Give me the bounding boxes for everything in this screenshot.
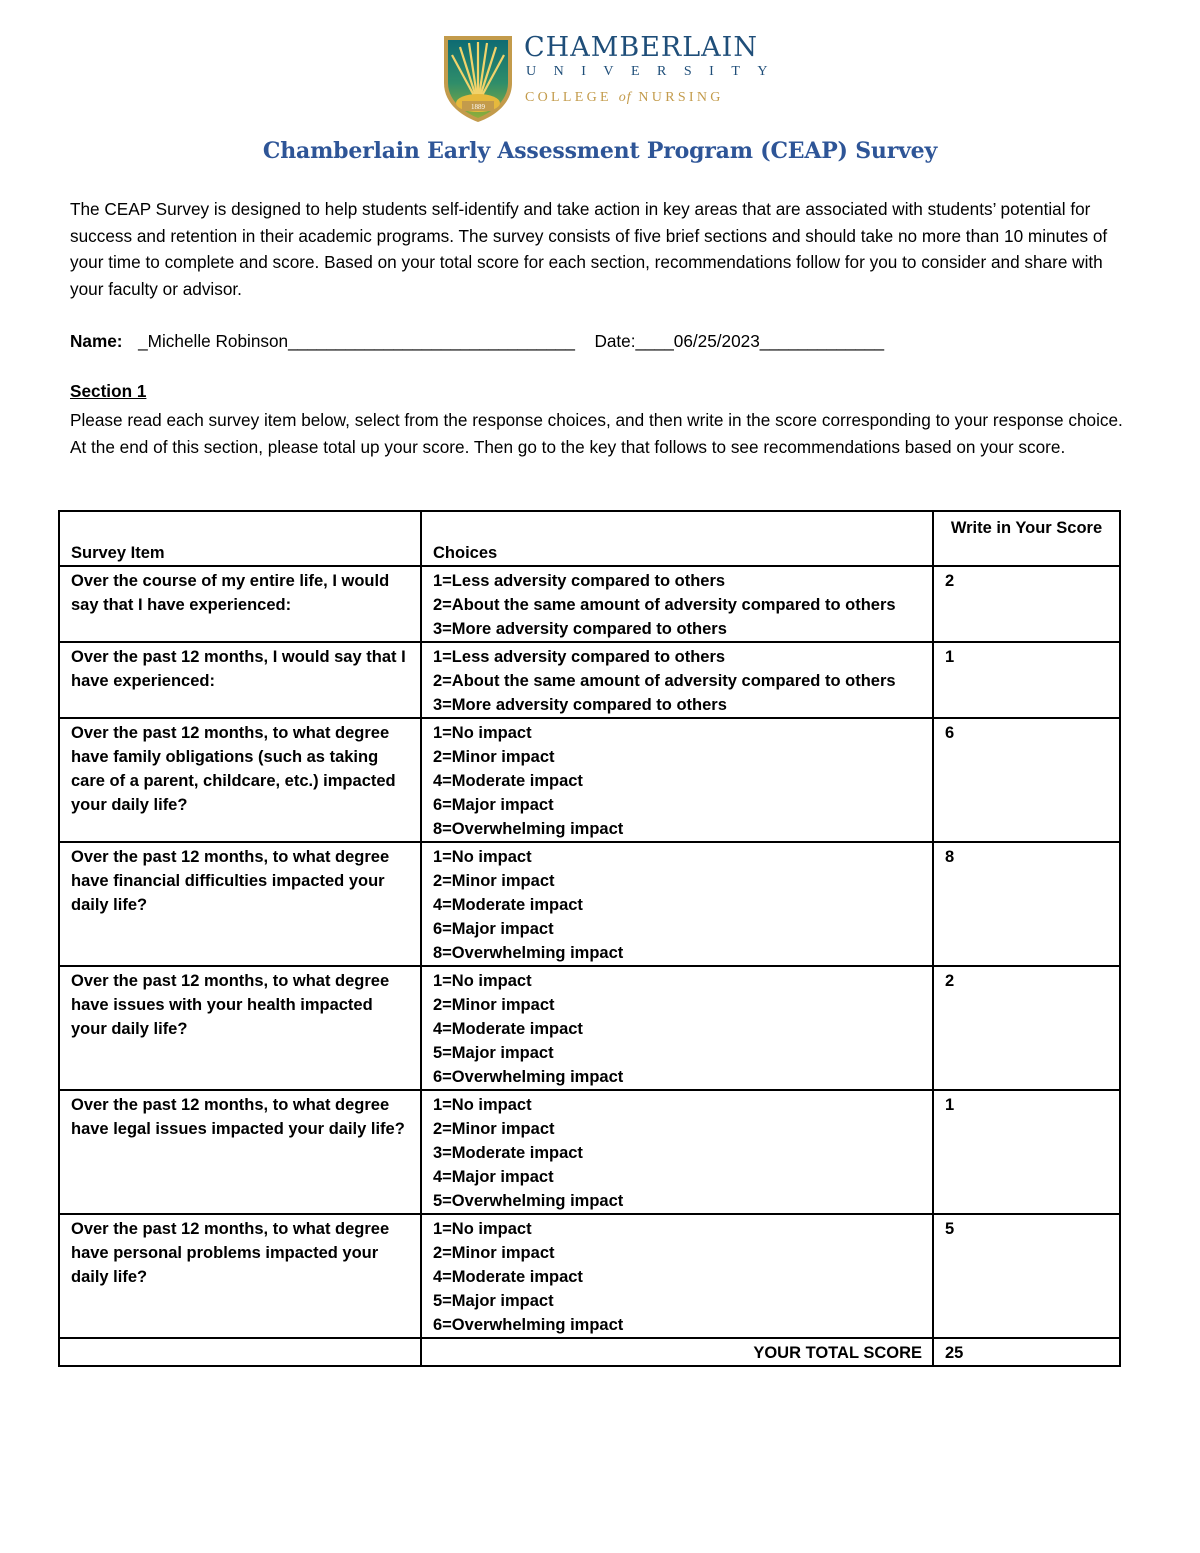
choice-option: 2=Minor impact [433,1244,555,1262]
survey-item-cell: Over the past 12 months, to what degree have issues with your health impacted your daily life? [59,966,421,1090]
choice-option: 2=Minor impact [433,872,555,890]
svg-text:1889: 1889 [471,103,485,111]
choice-option: 2=About the same amount of adversity compared to others [433,672,896,690]
choice-option: 4=Moderate impact [433,896,583,914]
name-label: Name: [70,331,123,351]
survey-table [58,510,1121,1367]
score-cell[interactable]: 1 [933,1090,1120,1214]
choice-option: 2=About the same amount of adversity compared to others [433,596,896,614]
table-row [59,966,1120,1090]
survey-item-cell: Over the course of my entire life, I would say that I have experienced: [59,566,421,642]
choice-option: 4=Moderate impact [433,1268,583,1286]
total-score-value[interactable]: 25 [933,1338,1120,1366]
choice-option: 4=Moderate impact [433,772,583,790]
header-survey-item: Survey Item [59,511,421,566]
table-row [59,1090,1120,1214]
choice-option: 2=Minor impact [433,996,555,1014]
choice-option: 3=More adversity compared to others [433,696,727,714]
choice-option: 5=Overwhelming impact [433,1192,624,1210]
choice-option: 1=No impact [433,1220,532,1238]
name-field[interactable]: _Michelle Robinson______________________________ [138,331,575,351]
page-title: Chamberlain Early Assessment Program (CEAP) Survey [262,138,938,164]
table-row [59,718,1120,842]
score-cell[interactable]: 2 [933,566,1120,642]
name-date-row [70,329,884,353]
choice-option: 1=No impact [433,1096,532,1114]
choice-option: 2=Minor impact [433,748,555,766]
score-cell[interactable]: 6 [933,718,1120,842]
choices-cell [421,1090,933,1214]
score-cell[interactable]: 2 [933,966,1120,1090]
choice-option: 1=Less adversity compared to others [433,572,726,590]
score-cell[interactable]: 1 [933,642,1120,718]
section-heading: Section 1 [70,381,147,401]
choice-option: 2=Minor impact [433,1120,555,1138]
choice-option: 6=Overwhelming impact [433,1316,624,1334]
chamberlain-logo [442,32,785,125]
table-header-row [59,511,1120,566]
shield-crest-icon [442,33,514,123]
choices-cell [421,842,933,966]
total-score-label: YOUR TOTAL SCORE [421,1338,933,1366]
choice-option: 3=More adversity compared to others [433,620,727,638]
logo-university-word: UNIVERSITY [526,64,785,79]
choice-option: 4=Moderate impact [433,1020,583,1038]
table-row [59,1214,1120,1338]
choice-option: 1=No impact [433,972,532,990]
table-row [59,566,1120,642]
score-cell[interactable]: 8 [933,842,1120,966]
choices-cell [421,642,933,718]
choice-option: 6=Major impact [433,796,554,814]
survey-item-cell: Over the past 12 months, I would say that I have experienced: [59,642,421,718]
header-choices: Choices [421,511,933,566]
choice-option: 6=Overwhelming impact [433,1068,624,1086]
date-field[interactable]: ____06/25/2023_____________ [635,331,885,351]
choice-option: 1=Less adversity compared to others [433,648,726,666]
table-row [59,642,1120,718]
total-empty-cell [59,1338,421,1366]
intro-paragraph: The CEAP Survey is designed to help students self-identify and take action in key areas that are associated with students’ potential for success and retention in their academic programs. The survey consists of five brief sections and should take no more than 10 minutes of your time to complete and score. Based on your total score for each section, recommendations follow for you to consider and share with your faculty or advisor. [70,199,1108,299]
choice-option: 6=Major impact [433,920,554,938]
score-cell[interactable]: 5 [933,1214,1120,1338]
survey-item-cell: Over the past 12 months, to what degree have legal issues impacted your daily life? [59,1090,421,1214]
choice-option: 4=Major impact [433,1168,554,1186]
table-row [59,842,1120,966]
choices-cell [421,718,933,842]
choice-option: 8=Overwhelming impact [433,944,624,962]
choice-option: 1=No impact [433,724,532,742]
total-row [59,1338,1120,1366]
logo-college-line: COLLEGE of NURSING [525,90,724,105]
section-instructions: Please read each survey item below, select from the response choices, and then write in the score corresponding to your response choice. At the end of this section, please total up your score. Then go to the key that follows to see recommendations based on your score. [70,410,1123,457]
header-score: Write in Your Score [933,511,1120,566]
logo-university-name: CHAMBERLAIN [524,32,758,63]
choice-option: 3=Moderate impact [433,1144,583,1162]
choice-option: 5=Major impact [433,1044,554,1062]
survey-item-cell: Over the past 12 months, to what degree have family obligations (such as taking care of a parent, childcare, etc.) impacted your daily life? [59,718,421,842]
survey-item-cell: Over the past 12 months, to what degree have financial difficulties impacted your daily life? [59,842,421,966]
choices-cell [421,1214,933,1338]
choices-cell [421,966,933,1090]
survey-item-cell: Over the past 12 months, to what degree have personal problems impacted your daily life? [59,1214,421,1338]
choice-option: 8=Overwhelming impact [433,820,624,838]
choice-option: 5=Major impact [433,1292,554,1310]
choices-cell [421,566,933,642]
date-label: Date: [594,331,636,351]
choice-option: 1=No impact [433,848,532,866]
